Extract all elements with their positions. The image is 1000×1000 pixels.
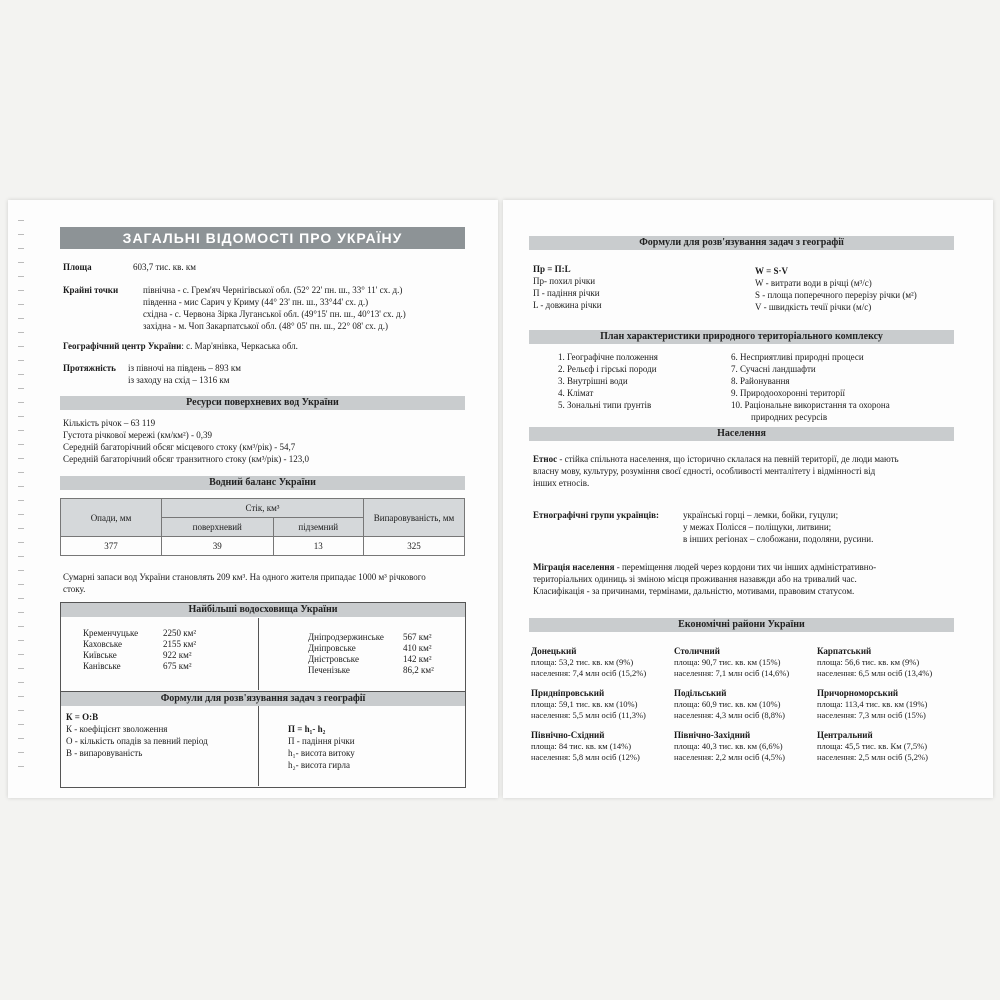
- region-name: Центральний: [817, 730, 873, 740]
- formula-line: S - площа поперечного перерізу річки (м²): [755, 290, 917, 300]
- spiral-hole: [18, 668, 24, 669]
- reservoir-area: 2250 км²: [163, 628, 197, 638]
- region-name: Північно-Східний: [531, 730, 605, 740]
- ethno-groups-label: Етнографічні групи українців:: [533, 510, 659, 520]
- extent-ns: із півночі на південь – 893 км: [128, 363, 241, 373]
- ethnos-line: інших етносів.: [533, 478, 590, 488]
- underground-value: 13: [273, 537, 363, 556]
- ethno-group: у межах Полісся – поліщуки, литвини;: [683, 522, 832, 532]
- reservoir-name: Кременчуцьке: [83, 628, 139, 638]
- right-page: [503, 200, 993, 798]
- migration-text: - переміщення людей через кордони тих чи інших адміністративно-: [614, 562, 877, 572]
- spiral-hole: [18, 444, 24, 445]
- evap-value: 325: [364, 537, 465, 556]
- formula-line: h₂- висота гирла: [288, 760, 350, 770]
- plan-item: 1. Географічне положення: [558, 352, 658, 362]
- water-balance-title: Водний баланс України: [60, 476, 465, 490]
- area-label: Площа: [63, 262, 92, 272]
- spiral-hole: [18, 766, 24, 767]
- area-value: 603,7 тис. кв. км: [133, 262, 196, 272]
- spiral-hole: [18, 640, 24, 641]
- spiral-hole: [18, 304, 24, 305]
- spiral-hole: [18, 738, 24, 739]
- plan-item: 7. Сучасні ландшафти: [731, 364, 816, 374]
- surface-header: поверхневий: [162, 518, 274, 537]
- formula-pr: Пр = П:L: [533, 264, 571, 274]
- spiral-hole: [18, 430, 24, 431]
- region-area: площа: 90,7 тис. кв. км (15%): [674, 657, 781, 667]
- reservoirs-title: Найбільші водосховища України: [61, 603, 465, 617]
- reservoir-area: 2155 км²: [163, 639, 197, 649]
- formula-line: Пр- похил річки: [533, 276, 596, 286]
- divider: [258, 618, 259, 690]
- point-north: північна - с. Грем'яч Чернігівської обл. (52° 22' пн. ш., 33° 11' сх. д.): [143, 285, 403, 295]
- region-population: населення: 5,5 млн осіб (11,3%): [531, 710, 646, 720]
- spiral-hole: [18, 234, 24, 235]
- spiral-hole: [18, 220, 24, 221]
- spiral-hole: [18, 290, 24, 291]
- point-east: східна - с. Червона Зірка Луганської обл. (49°15' пн. ш., 40°13' сх. д.): [143, 309, 406, 319]
- formula-line: В - випаровуваність: [66, 748, 143, 758]
- center-label: Географічний центр України: [63, 341, 182, 351]
- spiral-hole: [18, 598, 24, 599]
- reservoir-area: 142 км²: [403, 654, 432, 664]
- region-area: площа: 40,3 тис. кв. км (6,6%): [674, 741, 783, 751]
- spiral-hole: [18, 416, 24, 417]
- population-title: Населення: [529, 427, 954, 441]
- water-line: Густота річкової мережі (км/км²) - 0,39: [63, 430, 212, 440]
- ethnos-label: Етнос: [533, 454, 558, 464]
- formula-p: П = h₁- h₂: [288, 724, 326, 734]
- reservoir-name: Печенізьке: [308, 665, 350, 675]
- points-label: Крайні точки: [63, 285, 119, 295]
- spiral-hole: [18, 500, 24, 501]
- formula-k: К = О:В: [66, 712, 99, 722]
- formula-line: L - довжина річки: [533, 300, 602, 310]
- region-population: населення: 2,2 млн осіб (4,5%): [674, 752, 785, 762]
- plan-title: План характеристики природного територіального комплексу: [529, 330, 954, 344]
- formula-line: V - швидкість течії річки (м/с): [755, 302, 872, 312]
- reserves-line: Сумарні запаси вод України становлять 209 км³. На одного жителя припадає 1000 м³ річкового: [63, 572, 426, 582]
- spiral-hole: [18, 486, 24, 487]
- reserves-line: стоку.: [63, 584, 86, 594]
- plan-item: 2. Рельєф і гірські породи: [558, 364, 657, 374]
- reservoir-area: 410 км²: [403, 643, 432, 653]
- plan-item: 8. Районування: [731, 376, 790, 386]
- region-population: населення: 7,1 млн осіб (14,6%): [674, 668, 790, 678]
- ethnos-text: - стійка спільнота населення, що історично склалася на певній території, де люди мають: [557, 454, 899, 464]
- region-area: площа: 45,5 тис. кв. Км (7,5%): [817, 741, 928, 751]
- spiral-hole: [18, 556, 24, 557]
- spiral-hole: [18, 332, 24, 333]
- runoff-header: Стік, км³: [162, 499, 364, 518]
- region-population: населення: 2,5 млн осіб (5,2%): [817, 752, 928, 762]
- region-area: площа: 56,6 тис. кв. км (9%): [817, 657, 920, 667]
- formula-line: К - коефіцієнт зволоження: [66, 724, 168, 734]
- spiral-hole: [18, 318, 24, 319]
- region-population: населення: 5,8 млн осіб (12%): [531, 752, 640, 762]
- water-line: Середній багаторічний обсяг транзитного стоку (км³/рік) - 123,0: [63, 454, 310, 464]
- region-name: Причорноморський: [817, 688, 899, 698]
- precip-header: Опади, мм: [61, 499, 162, 537]
- reservoir-area: 567 км²: [403, 632, 432, 642]
- spiral-hole: [18, 710, 24, 711]
- reservoir-name: Дніпродзержинське: [308, 632, 384, 642]
- formula-line: П - падіння річки: [288, 736, 355, 746]
- water-line: Кількість річок – 63 119: [63, 418, 156, 428]
- spiral-hole: [18, 654, 24, 655]
- plan-item: 3. Внутрішні води: [558, 376, 628, 386]
- spiral-hole: [18, 612, 24, 613]
- spiral-hole: [18, 752, 24, 753]
- spiral-hole: [18, 472, 24, 473]
- reservoir-name: Київське: [83, 650, 117, 660]
- spiral-hole: [18, 248, 24, 249]
- water-balance-table: [60, 498, 465, 556]
- region-name: Столичний: [674, 646, 720, 656]
- precip-value: 377: [61, 537, 162, 556]
- region-name: Придніпровський: [531, 688, 605, 698]
- spiral-hole: [18, 570, 24, 571]
- region-area: площа: 113,4 тис. кв. км (19%): [817, 699, 928, 709]
- region-population: населення: 7,3 млн осіб (15%): [817, 710, 926, 720]
- spiral-hole: [18, 542, 24, 543]
- migration-line: територіальних одиниць зі зміною місця проживання назавжди або на тривалий час.: [533, 574, 857, 584]
- region-area: площа: 84 тис. кв. км (14%): [531, 741, 632, 751]
- formula-w: W = S·V: [755, 266, 788, 276]
- reservoir-name: Каховське: [83, 639, 122, 649]
- spiral-hole: [18, 276, 24, 277]
- divider: [258, 706, 259, 786]
- region-name: Карпатський: [817, 646, 872, 656]
- extent-we: із заходу на схід – 1316 км: [128, 375, 230, 385]
- center-line: [63, 341, 298, 352]
- ethno-group: українські горці – лемки, бойки, гуцули;: [683, 510, 839, 520]
- spiral-hole: [18, 696, 24, 697]
- region-name: Донецький: [531, 646, 577, 656]
- formulas-title: Формули для розв'язування задач з географії: [61, 691, 465, 706]
- formula-line: W - витрати води в річці (м³/с): [755, 278, 872, 288]
- reservoir-name: Дністровське: [308, 654, 359, 664]
- formula-line: h₁- висота витоку: [288, 748, 355, 758]
- center-value: : с. Мар'янівка, Черкаська обл.: [181, 341, 298, 351]
- economic-regions-title: Економічні райони України: [529, 618, 954, 632]
- spiral-hole: [18, 360, 24, 361]
- region-population: населення: 6,5 млн осіб (13,4%): [817, 668, 933, 678]
- migration-label: Міграція населення: [533, 562, 615, 572]
- evap-header: Випаровуваність, мм: [364, 499, 465, 537]
- extent-label: Протяжність: [63, 363, 116, 373]
- reservoir-area: 675 км²: [163, 661, 192, 671]
- water-line: Середній багаторічний обсяг місцевого стоку (км³/рік) - 54,7: [63, 442, 296, 452]
- formulas-title-right: Формули для розв'язування задач з географії: [529, 236, 954, 250]
- region-area: площа: 53,2 тис. кв. км (9%): [531, 657, 634, 667]
- left-page: [8, 200, 498, 798]
- spiral-hole: [18, 584, 24, 585]
- reservoir-area: 86,2 км²: [403, 665, 434, 675]
- underground-header: підземний: [273, 518, 363, 537]
- ethno-group: в інших регіонах – слобожани, подоляни, русини.: [683, 534, 874, 544]
- ethnos-line: власну мову, культуру, розуміння своєї єдності, особливості менталітету і відмінності від: [533, 466, 876, 476]
- spiral-hole: [18, 388, 24, 389]
- formula-line: П - падіння річки: [533, 288, 600, 298]
- region-population: населення: 7,4 млн осіб (15,2%): [531, 668, 647, 678]
- point-west: західна - м. Чоп Закарпатської обл. (48° 05' пн. ш., 22° 08' сх. д.): [143, 321, 388, 331]
- plan-item: 6. Несприятливі природні процеси: [731, 352, 864, 362]
- plan-item: 5. Зональні типи ґрунтів: [558, 400, 652, 410]
- formula-line: О - кількість опадів за певний період: [66, 736, 208, 746]
- reservoir-name: Дніпровське: [308, 643, 356, 653]
- region-area: площа: 59,1 тис. кв. км (10%): [531, 699, 638, 709]
- migration-line: [533, 562, 876, 573]
- reservoir-name: Канівське: [83, 661, 121, 671]
- plan-item: 4. Клімат: [558, 388, 594, 398]
- ethnos-line: [533, 454, 899, 465]
- reservoir-area: 922 км²: [163, 650, 192, 660]
- region-population: населення: 4,3 млн осіб (8,8%): [674, 710, 785, 720]
- plan-item: 9. Природоохоронні території: [731, 388, 846, 398]
- spiral-hole: [18, 262, 24, 263]
- surface-value: 39: [162, 537, 274, 556]
- region-name: Подільський: [674, 688, 727, 698]
- water-resources-title: Ресурси поверхневих вод України: [60, 396, 465, 410]
- spiral-hole: [18, 626, 24, 627]
- region-name: Північно-Західний: [674, 730, 751, 740]
- spiral-hole: [18, 458, 24, 459]
- plan-item: природних ресурсів: [751, 412, 828, 422]
- migration-line: Класифікація - за причинами, термінами, дальністю, мотивами, правовим статусом.: [533, 586, 855, 596]
- spiral-hole: [18, 346, 24, 347]
- point-south: південна - мис Сарич у Криму (44° 23' пн. ш., 33°44' сх. д.): [143, 297, 369, 307]
- spiral-hole: [18, 724, 24, 725]
- spiral-hole: [18, 682, 24, 683]
- page-title: ЗАГАЛЬНІ ВІДОМОСТІ ПРО УКРАЇНУ: [60, 227, 465, 249]
- spiral-hole: [18, 514, 24, 515]
- spiral-hole: [18, 374, 24, 375]
- region-area: площа: 60,9 тис. кв. км (10%): [674, 699, 781, 709]
- spiral-hole: [18, 402, 24, 403]
- spiral-hole: [18, 528, 24, 529]
- plan-item: 10. Раціональне використання та охорона: [731, 400, 890, 410]
